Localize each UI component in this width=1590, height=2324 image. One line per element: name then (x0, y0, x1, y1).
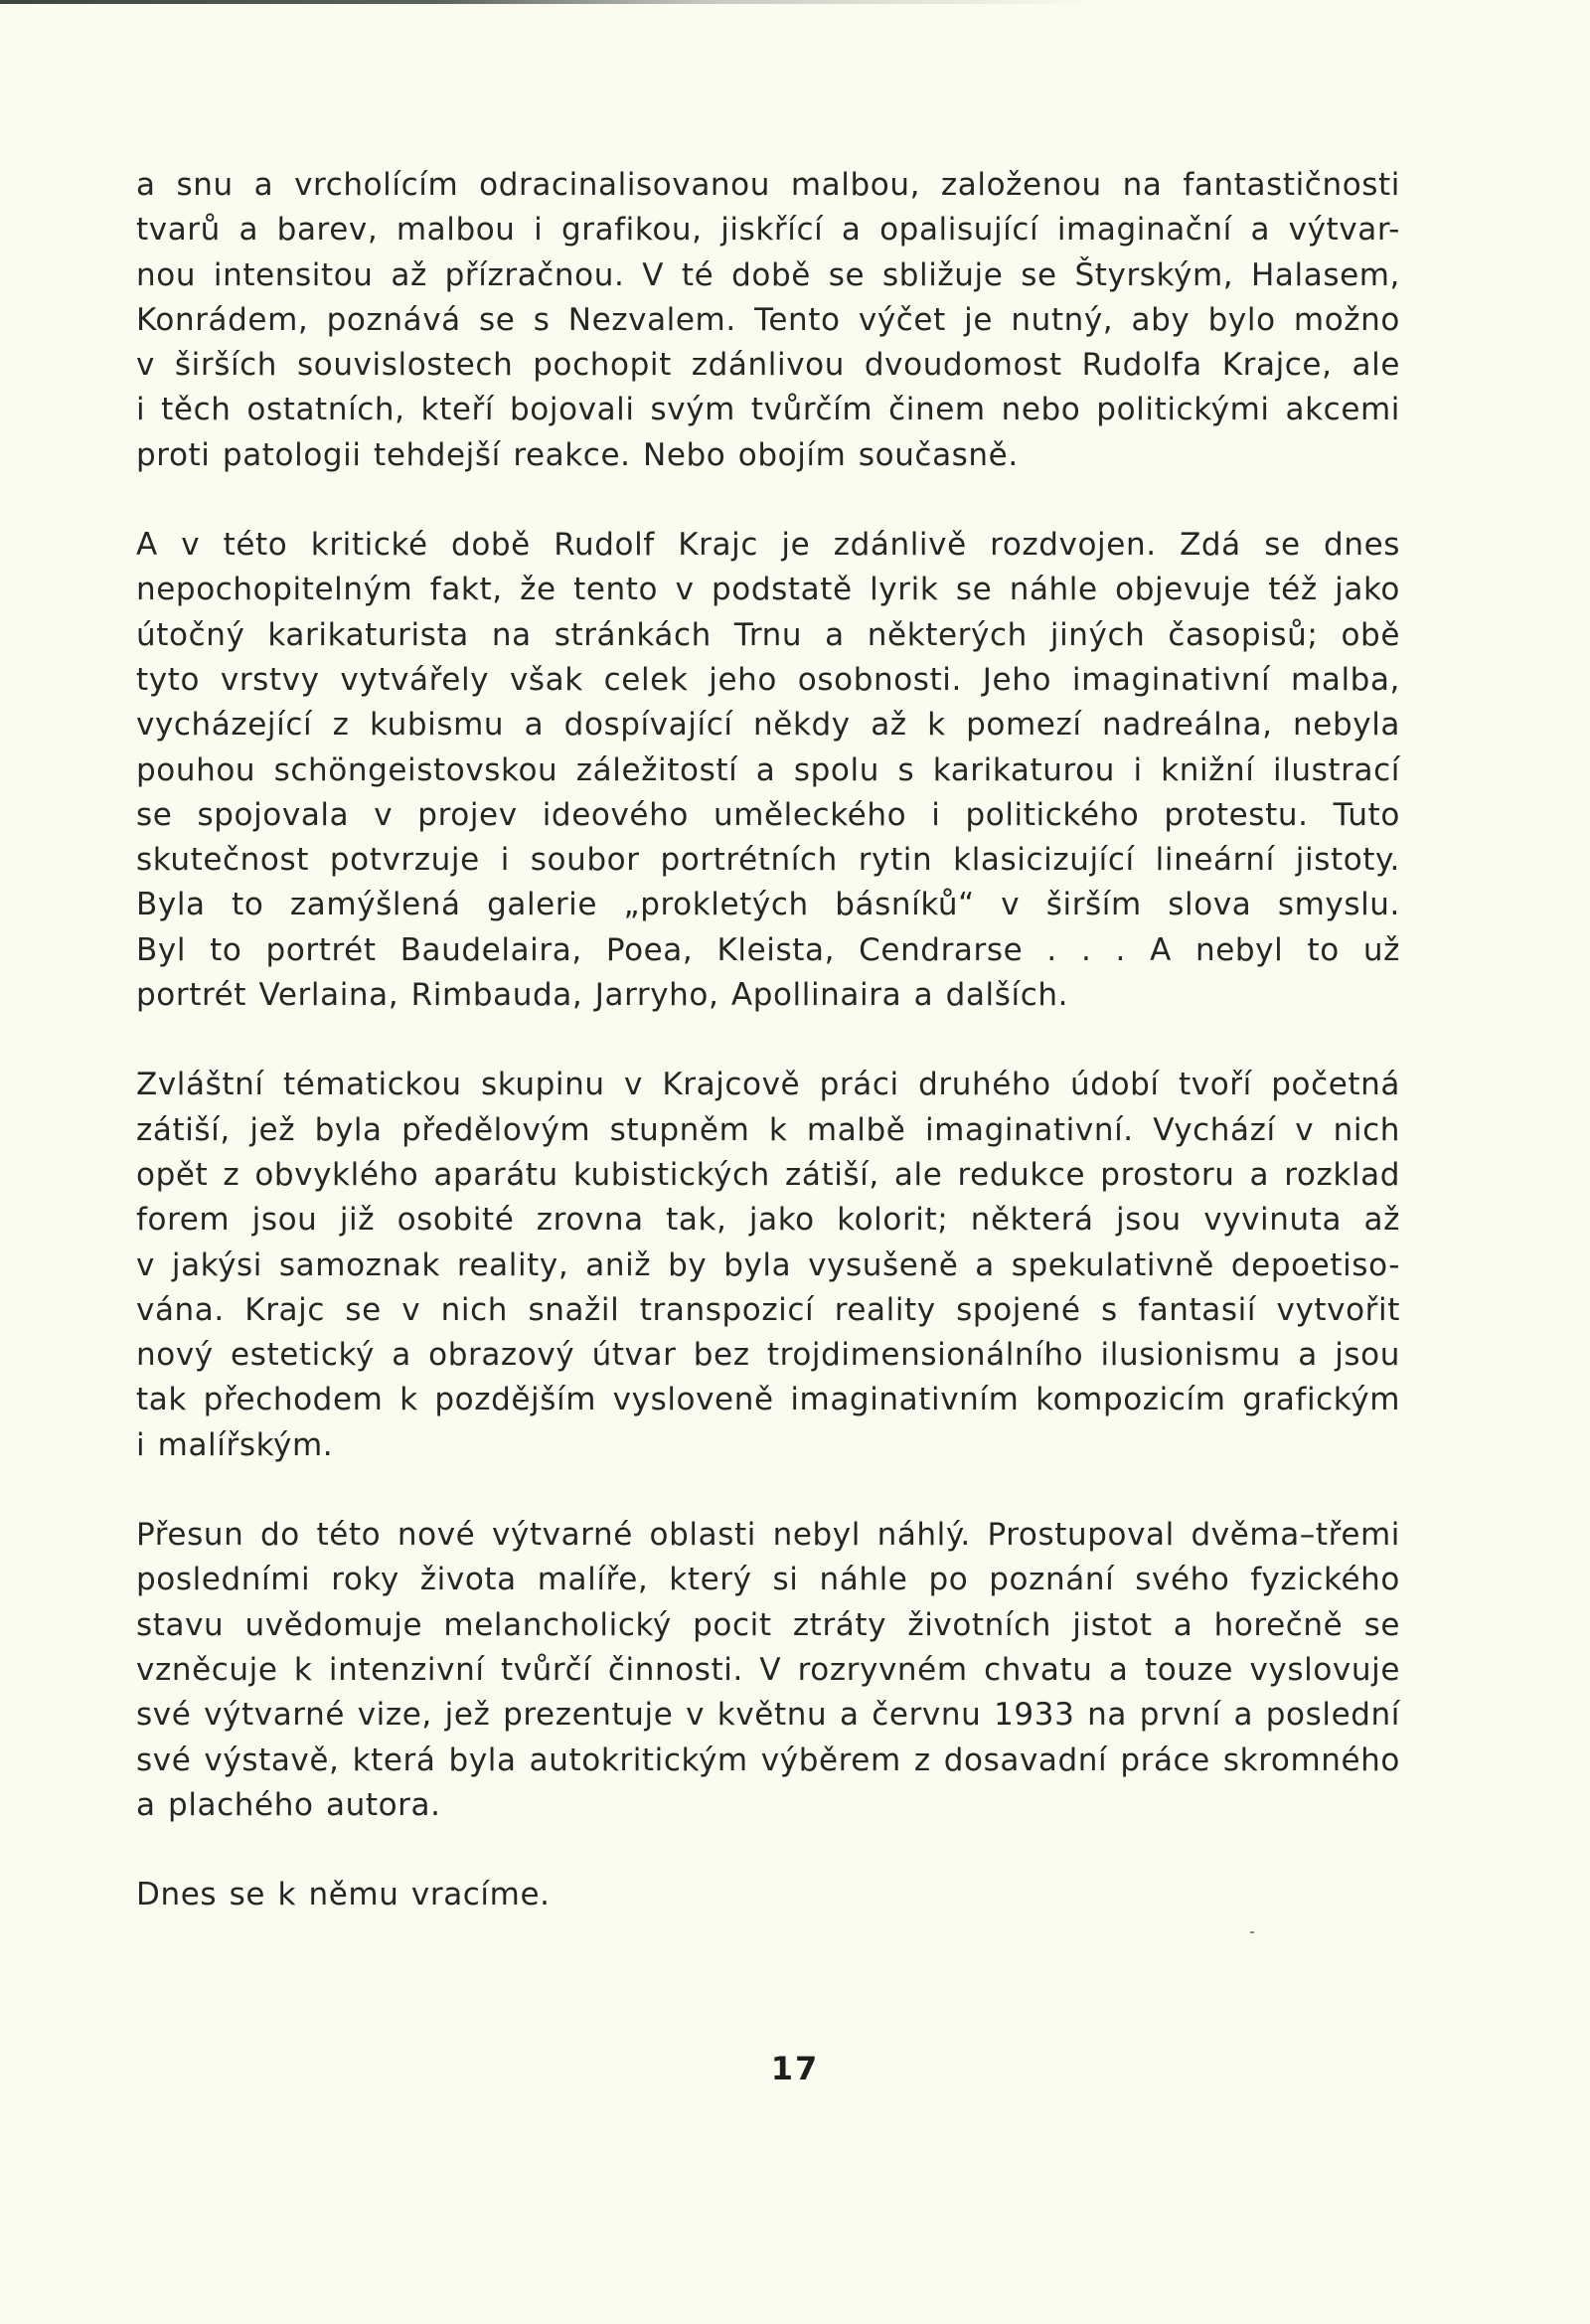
text-line: Konrádem, poznává se s Nezvalem. Tento výčet je nutný, aby bylo možno (136, 301, 1400, 338)
text-line: se spojovala v projev ideového uměleckého i politického protestu. Tuto (136, 796, 1400, 833)
text-line: tak přechodem k pozdějším vysloveně imaginativním kompozicím grafickým (136, 1382, 1400, 1418)
text-line: tvarů a barev, malbou i grafikou, jiskřící a opalisující imaginační a výtvar- (136, 212, 1400, 249)
text-line: portrét Verlaina, Rimbauda, Jarryho, Apollinaira a dalších. (136, 977, 1069, 1014)
text-line: v jakýsi samoznak reality, aniž by byla vysušeně a spekulativně depoetiso- (136, 1246, 1400, 1283)
text-line: své výtvarné vize, jež prezentuje v květnu a červnu 1933 na první a poslední (136, 1697, 1400, 1734)
text-line: pouhou schöngeistovskou záležitostí a spolu s karikaturou i knižní ilustrací (136, 751, 1400, 788)
paper-speck (1250, 1931, 1254, 1933)
text-line: i malířským. (136, 1426, 334, 1463)
paragraph-4 (136, 1513, 1400, 1828)
text-line: Dnes se k němu vracíme. (136, 1877, 551, 1913)
text-line: nový estetický a obrazový útvar bez trojdimensionálního ilusionismu a jsou (136, 1337, 1400, 1374)
text-line: Zvláštní tématickou skupinu v Krajcově práci druhého údobí tvoří početná (136, 1067, 1400, 1103)
text-line: posledními roky života malíře, který si náhle po poznání svého fyzického (136, 1562, 1400, 1598)
text-line: své výstavě, která byla autokritickým výběrem z dosavadní práce skromného (136, 1742, 1400, 1778)
text-line: vycházející z kubismu a dospívající někdy až k pomezí nadreálna, nebyla (136, 707, 1400, 744)
text-line: forem jsou již osobité zrovna tak, jako kolorit; některá jsou vyvinuta až (136, 1202, 1400, 1239)
text-line: Přesun do této nové výtvarné oblasti nebyl náhlý. Prostupoval dvěma–třemi (136, 1517, 1400, 1554)
text-line: opět z obvyklého aparátu kubistických zátiší, ale redukce prostoru a rozklad (136, 1156, 1400, 1193)
text-line: proti patologii tehdejší reakce. Nebo obojím současně. (136, 436, 1019, 473)
paragraph-3 (136, 1063, 1400, 1468)
text-line: skutečnost potvrzuje i soubor portrétních rytin klasicizující lineární jistoty. (136, 842, 1400, 879)
scan-edge-shadow (0, 0, 1093, 4)
text-line: nou intensitou až přízračnou. V té době se sbližuje se Štyrským, Halasem, (136, 256, 1400, 293)
text-line: a plachého autora. (136, 1786, 441, 1823)
text-line: vána. Krajc se v nich snažil transpozicí reality spojené s fantasií vytvořit (136, 1291, 1400, 1328)
text-line: tyto vrstvy vytvářely však celek jeho osobnosti. Jeho imaginativní malba, (136, 661, 1400, 698)
text-line: nepochopitelným fakt, že tento v podstatě lyrik se náhle objevuje též jako (136, 572, 1400, 608)
paragraph-5 (136, 1873, 1400, 1917)
text-line: i těch ostatních, kteří bojovali svým tvůrčím činem nebo politickými akcemi (136, 392, 1400, 428)
text-line: vzněcuje k intenzivní tvůrčí činnosti. V rozryvném chvatu a touze vyslovuje (136, 1651, 1400, 1688)
paragraph-1 (136, 163, 1400, 478)
text-line: v širších souvislostech pochopit zdánlivou dvoudomost Rudolfa Krajce, ale (136, 347, 1400, 384)
text-line: Byla to zamýšlená galerie „prokletých básníků“ v širším slova smyslu. (136, 887, 1400, 923)
page-body (136, 163, 1400, 1962)
text-line: zátiší, jež byla předělovým stupněm k malbě imaginativní. Vychází v nich (136, 1111, 1400, 1148)
text-line: útočný karikaturista na stránkách Trnu a některých jiných časopisů; obě (136, 616, 1400, 653)
paragraph-2 (136, 523, 1400, 1018)
page-number: 17 (770, 2050, 820, 2087)
text-line: Byl to portrét Baudelaira, Poea, Kleista, Cendrarse . . . A nebyl to už (136, 931, 1400, 968)
text-line: stavu uvědomuje melancholický pocit ztráty životních jistot a horečně se (136, 1606, 1400, 1643)
text-line: a snu a vrcholícím odracinalisovanou malbou, založenou na fantastičnosti (136, 167, 1400, 203)
text-line: A v této kritické době Rudolf Krajc je zdánlivě rozdvojen. Zdá se dnes (136, 527, 1400, 564)
